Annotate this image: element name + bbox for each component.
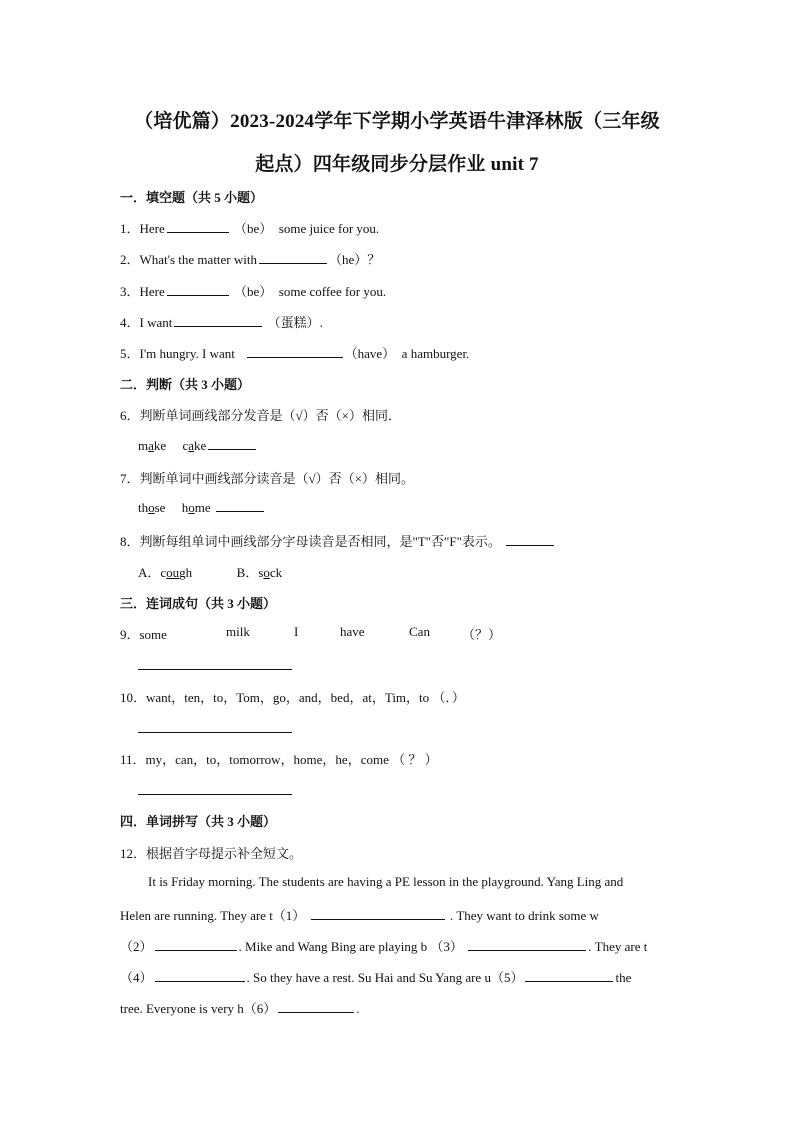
question-8 (120, 531, 556, 550)
question-4 (120, 312, 323, 331)
question-8-options (138, 562, 282, 581)
q1-rest: some juice for you. (278, 221, 380, 236)
q8-option-b-label: B．s (236, 565, 264, 580)
q6-word1-a: m (138, 438, 149, 453)
q3-hint: （be） (234, 284, 273, 299)
q7-word2-underlined: o (188, 500, 195, 515)
q5-hint: （have） (344, 346, 396, 361)
q9-answer-line[interactable] (138, 669, 292, 670)
q9-word-2: I (294, 624, 299, 639)
q3-text: 3．Here (120, 284, 165, 299)
q12-l4-a: （4） (120, 970, 153, 985)
question-2 (120, 249, 380, 268)
q11-answer-line[interactable] (138, 794, 292, 795)
q5-blank[interactable] (247, 345, 343, 358)
q6-word1-b: ke (153, 438, 167, 453)
q1-blank[interactable] (167, 220, 229, 233)
section-heading-fill-in: 一．填空题（共 5 小题） (120, 190, 264, 205)
title-line-1: （培优篇）2023-2024学年下学期小学英语牛津泽林版（三年级 (134, 111, 660, 132)
q12-blank-1[interactable] (311, 907, 445, 920)
section-heading-judge: 二．判断（共 3 小题） (120, 377, 251, 392)
q12-l3-b: . Mike and Wang Bing are playing b （3） (238, 939, 463, 954)
q5-rest: a hamburger. (401, 346, 470, 361)
q6-word2-b: ke (194, 438, 207, 453)
q7-word1-underlined: o (148, 500, 155, 515)
q6-word1-underlined: a (148, 438, 154, 453)
q12-blank-6[interactable] (278, 1000, 354, 1013)
q6-word2-a: c (182, 438, 189, 453)
q4-text: 4．I want (120, 315, 173, 330)
q8-option-a-rest: gh (179, 565, 193, 580)
q7-word2-a: h (181, 500, 189, 515)
q7-word1-b: se (154, 500, 166, 515)
q12-passage-line-2 (120, 905, 674, 924)
q9-word-1: milk (226, 624, 250, 639)
q12-l3-a: （2） (120, 939, 153, 954)
q8-option-a-underlined: ou (166, 565, 180, 580)
question-7: 7．判断单词中画线部分读音是（√）否（×）相同。 (120, 471, 414, 486)
q3-rest: some coffee for you. (278, 284, 387, 299)
q5-text: 5．I'm hungry. I want (120, 346, 235, 361)
question-5 (120, 343, 469, 362)
q1-text: 1．Here (120, 221, 165, 236)
q9-word-5: （？） (462, 627, 502, 642)
q12-l4-c: the (615, 970, 632, 985)
q3-blank[interactable] (167, 283, 229, 296)
question-12: 12．根据首字母提示补全短文。 (120, 846, 303, 861)
q12-l5-a: tree. Everyone is very h（6） (120, 1001, 277, 1016)
q7-word1-a: th (138, 500, 149, 515)
q9-word-4: Can (409, 624, 430, 639)
q1-hint: （be） (234, 221, 273, 236)
question-6-words (138, 437, 258, 454)
q12-l2-a: Helen are running. They are t（1） (120, 908, 306, 923)
q8-text: 8．判断每组单词中画线部分字母读音是否相同，是"T"否"F"表示。 (120, 534, 501, 549)
title-line-2: 起点）四年级同步分层作业 unit 7 (255, 154, 539, 175)
section-heading-spelling: 四．单词拼写（共 3 小题） (120, 814, 277, 829)
q8-option-b-underlined: o (263, 565, 270, 580)
q6-word2-underlined: a (188, 438, 194, 453)
question-6: 6．判断单词画线部分发音是（√）否（×）相同． (120, 408, 401, 423)
q12-blank-2[interactable] (155, 938, 237, 951)
question-10: 10．want，ten，to，Tom，go，and，bed，at，Tim，to （．） (120, 690, 465, 705)
q8-blank[interactable] (506, 533, 554, 546)
q8-option-b-rest: ck (269, 565, 283, 580)
q7-blank[interactable] (216, 499, 264, 512)
q12-l5-b: . (356, 1001, 360, 1016)
question-11: 11．my，can，to，tomorrow，home，he，come （ ？ ） (120, 752, 438, 767)
section-heading-sentence: 三．连词成句（共 3 小题） (120, 596, 277, 611)
question-3 (120, 281, 386, 300)
q12-blank-3[interactable] (468, 938, 586, 951)
q12-passage-line-3 (120, 936, 674, 955)
q2-hint: （he）？ (329, 252, 381, 267)
q12-l4-b: . So they have a rest. Su Hai and Su Yang are u（5） (246, 970, 524, 985)
q8-option-a-label: A．c (138, 565, 167, 580)
q4-hint: （蛋糕）. (267, 315, 323, 330)
question-9 (120, 624, 620, 643)
q12-l2-b: . They want to drink some w (449, 908, 599, 923)
question-7-words (138, 499, 266, 516)
q2-blank[interactable] (259, 251, 327, 264)
q9-word-3: have (340, 624, 365, 639)
q12-passage-line-5 (120, 998, 674, 1017)
question-1 (120, 218, 379, 237)
q4-blank[interactable] (174, 314, 262, 327)
q6-blank[interactable] (208, 437, 256, 450)
q12-blank-4[interactable] (155, 969, 245, 982)
q12-passage-line-1: It is Friday morning. The students are having a PE lesson in the playground. Yang Ling and (148, 874, 624, 889)
q12-l3-c: . They are t (588, 939, 648, 954)
q7-word2-b: me (194, 500, 211, 515)
q12-blank-5[interactable] (525, 969, 613, 982)
q9-word-0: 9．some (120, 627, 167, 642)
q10-answer-line[interactable] (138, 732, 292, 733)
q2-text: 2．What's the matter with (120, 252, 258, 267)
q12-passage-line-4 (120, 967, 674, 986)
